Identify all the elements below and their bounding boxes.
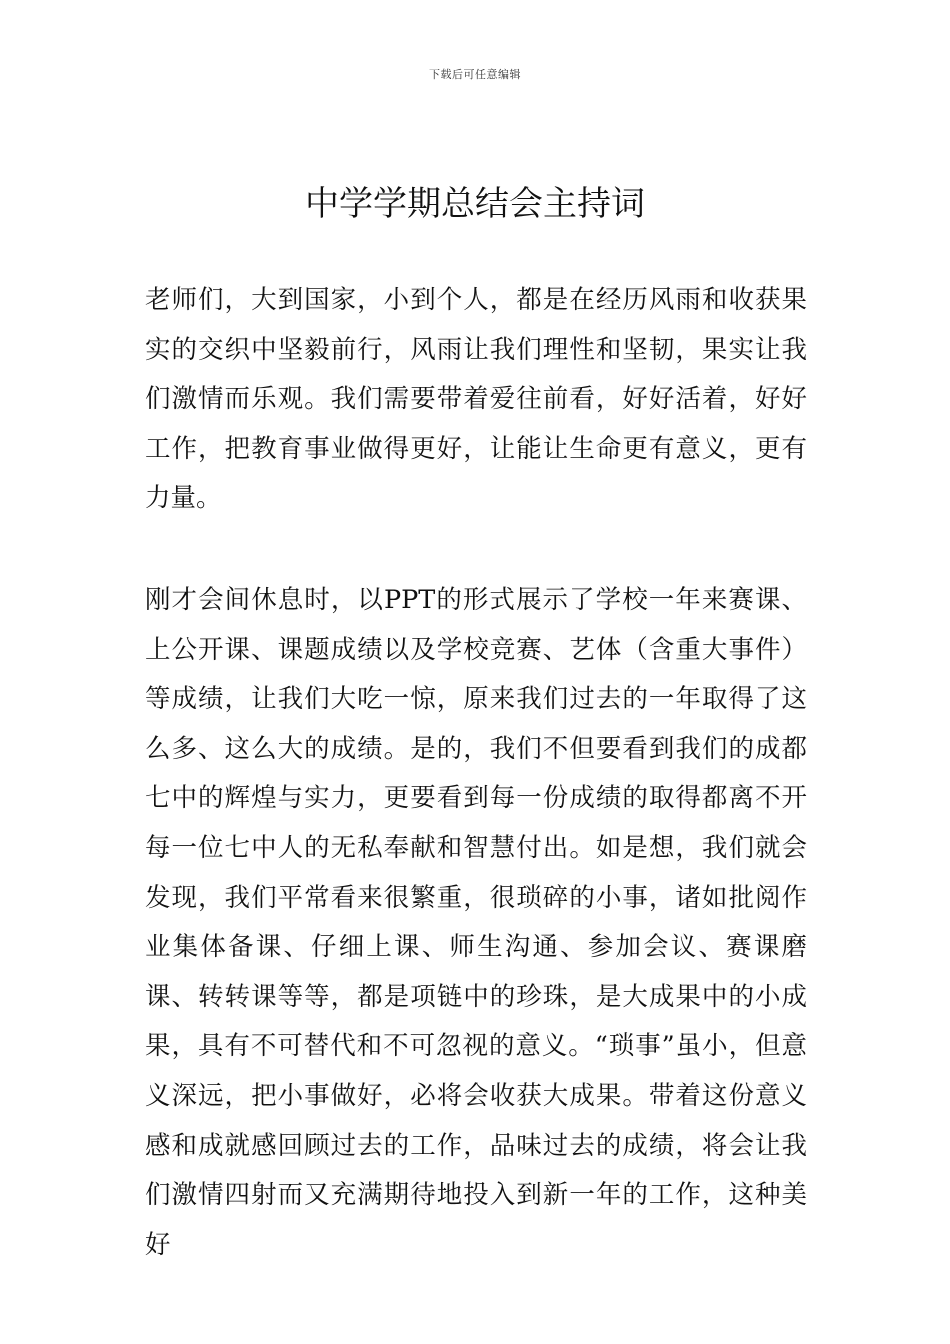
body-paragraph-1: 老师们，大到国家，小到个人，都是在经历风雨和收获果实的交织中坚毅前行，风雨让我们理性和坚韧，果实让我们激情而乐观。我们需要带着爱往前看，好好活着，好好工作，把教育事业做得更好，让能让生命更有意义，更有力量。 [145,285,807,514]
body-paragraph-2: 刚才会间休息时，以PPT的形式展示了学校一年来赛课、上公开课、课题成绩以及学校竞赛、艺体（含重大事件）等成绩，让我们大吃一惊，原来我们过去的一年取得了这么多、这么大的成绩。是的，我们不但要看到我们的成都七中的辉煌与实力，更要看到每一份成绩的取得都离不开每一位七中人的无私奉献和智慧付出。如是想，我们就会发现，我们平常看来很繁重，很琐碎的小事，诸如批阅作业集体备课、仔细上课、师生沟通、参加会议、赛课磨课、转转课等等，都是项链中的珍珠，是大成果中的小成果，具有不可替代和不可忽视的意义。“琐事”虽小，但意义深远，把小事做好，必将会收获大成果。带着这份意义感和成就感回顾过去的工作，品味过去的成绩，将会让我们激情四射而又充满期待地投入到新一年的工作，这种美好 [145,585,807,1260]
header-note: 下载后可任意编辑 [429,68,521,81]
document-title: 中学学期总结会主持词 [305,184,645,224]
